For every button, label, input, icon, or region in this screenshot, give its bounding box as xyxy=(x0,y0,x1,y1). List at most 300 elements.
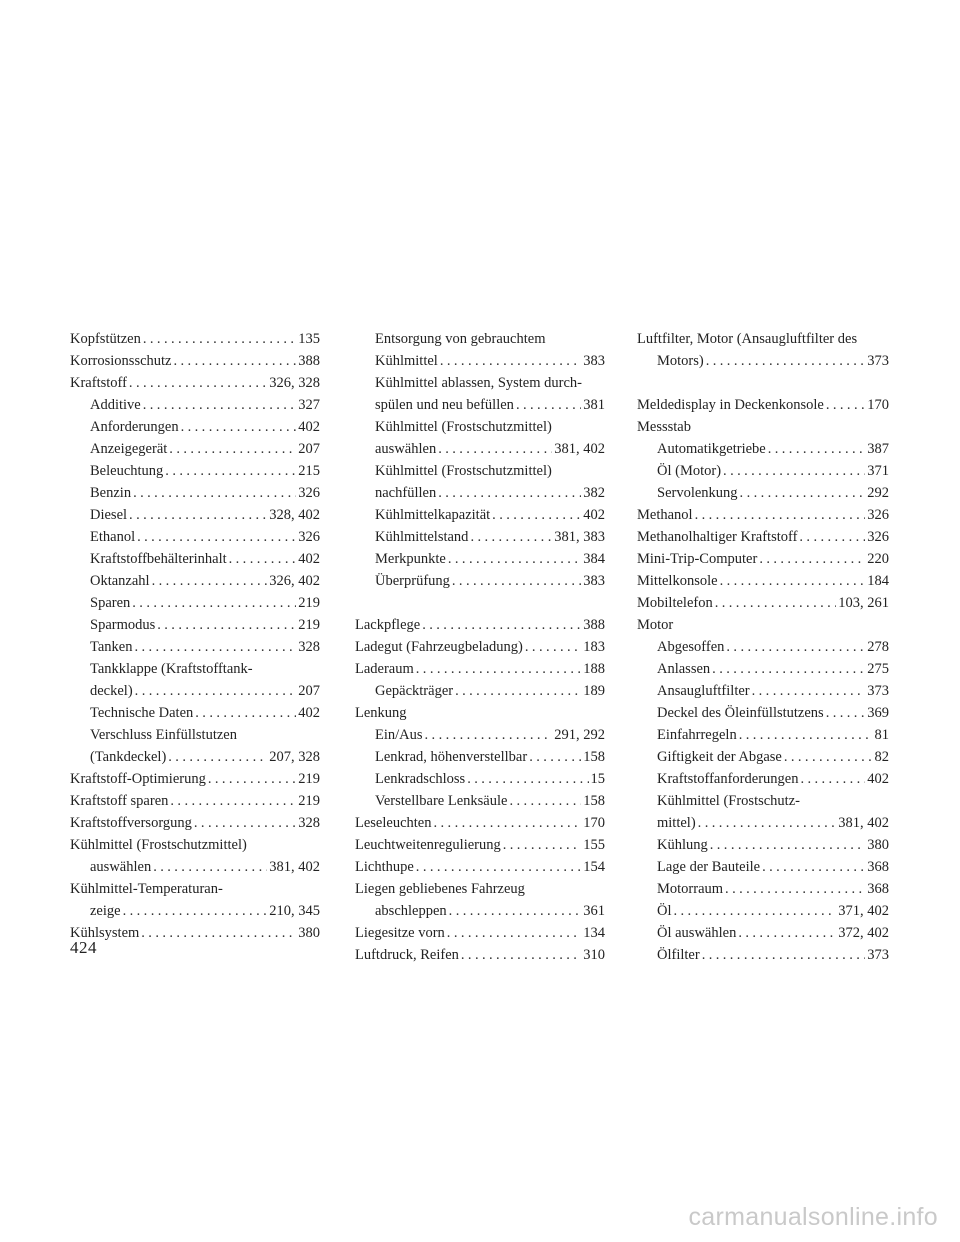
index-subentry xyxy=(637,636,889,658)
entry-term: Lackpflege xyxy=(355,617,421,633)
dot-leader xyxy=(698,812,837,834)
index-subentry xyxy=(637,702,889,724)
index-heading: Messstab xyxy=(637,419,691,435)
entry-page-ref: 170 xyxy=(867,397,889,413)
dot-leader xyxy=(455,680,581,702)
index-subentry xyxy=(637,900,889,922)
dot-leader xyxy=(169,438,296,460)
index-subentry xyxy=(355,394,605,416)
index-entry xyxy=(355,922,605,944)
entry-term: Lenkrad, höhenverstellbar xyxy=(375,749,528,765)
index-subentry xyxy=(637,482,889,504)
entry-page-ref: 188 xyxy=(583,661,605,677)
entry-page-ref: 326 xyxy=(867,529,889,545)
index-subentry xyxy=(70,636,320,658)
dot-leader xyxy=(784,746,873,768)
index-subentry-text: Kühlmittel (Frostschutzmittel) xyxy=(375,463,552,479)
section-gap xyxy=(355,592,605,614)
dot-leader xyxy=(123,900,268,922)
entry-page-ref: 326 xyxy=(867,507,889,523)
index-subentry xyxy=(355,570,605,592)
index-subentry xyxy=(637,944,889,966)
entry-term: (Tankdeckel) xyxy=(90,749,167,765)
index-subentry xyxy=(70,438,320,460)
entry-term: Anlassen xyxy=(657,661,711,677)
index-subentry xyxy=(70,680,320,702)
dot-leader xyxy=(422,614,581,636)
dot-leader xyxy=(525,636,581,658)
index-subentry xyxy=(637,350,889,372)
entry-term: Öl (Motor) xyxy=(657,463,722,479)
entry-page-ref: 380 xyxy=(298,925,320,941)
entry-term: Überprüfung xyxy=(375,573,450,589)
index-entry xyxy=(355,658,605,680)
dot-leader xyxy=(695,504,866,526)
entry-term: Kraftstoffanforderungen xyxy=(657,771,799,787)
index-subentry xyxy=(355,724,605,746)
entry-page-ref: 369 xyxy=(867,705,889,721)
entry-page-ref: 402 xyxy=(298,705,320,721)
dot-leader xyxy=(712,658,865,680)
dot-leader xyxy=(129,504,267,526)
index-subentry xyxy=(355,746,605,768)
index-subentry xyxy=(355,900,605,922)
entry-term: Ölfilter xyxy=(657,947,700,963)
entry-term: Verstellbare Lenksäule xyxy=(375,793,508,809)
dot-leader xyxy=(461,944,581,966)
entry-page-ref: 368 xyxy=(867,859,889,875)
dot-leader xyxy=(134,636,296,658)
dot-leader xyxy=(448,548,581,570)
dot-leader xyxy=(174,350,297,372)
index-subentry xyxy=(637,856,889,878)
entry-term: Kühlung xyxy=(657,837,708,853)
entry-page-ref: 402 xyxy=(867,771,889,787)
index-subentry xyxy=(70,460,320,482)
dot-leader xyxy=(740,482,866,504)
dot-leader xyxy=(229,548,297,570)
entry-page-ref: 388 xyxy=(298,353,320,369)
entry-page-ref: 207, 328 xyxy=(269,749,320,765)
index-subentry xyxy=(637,834,889,856)
index-heading: Lenkung xyxy=(355,705,407,721)
entry-term: Kühlmittelkapazität xyxy=(375,507,491,523)
entry-page-ref: 207 xyxy=(298,441,320,457)
index-subentry xyxy=(637,680,889,702)
index-subentry xyxy=(637,460,889,482)
index-entry xyxy=(355,636,605,658)
index-subentry xyxy=(355,790,605,812)
entry-page-ref: 328 xyxy=(298,639,320,655)
index-entry xyxy=(355,834,605,856)
entry-term: Kraftstoffbehälterinhalt xyxy=(90,551,227,567)
entry-term: Öl auswählen xyxy=(657,925,737,941)
index-subentry-text: Kühlmittel (Frostschutz- xyxy=(657,793,800,809)
index-heading: Motor xyxy=(637,617,674,633)
entry-term: zeige xyxy=(90,903,121,919)
dot-leader xyxy=(726,636,865,658)
entry-term: Kühlmittelstand xyxy=(375,529,469,545)
index-subentry xyxy=(637,768,889,790)
index-subentry xyxy=(70,548,320,570)
index-subentry xyxy=(70,702,320,724)
dot-leader xyxy=(720,570,866,592)
dot-leader xyxy=(170,790,296,812)
index-subentry xyxy=(70,900,320,922)
entry-term: Oktanzahl xyxy=(90,573,150,589)
index-entry xyxy=(70,350,320,372)
entry-page-ref: 361 xyxy=(583,903,605,919)
entry-term: Technische Daten xyxy=(90,705,194,721)
index-heading: Kühlmittel-Temperaturan- xyxy=(70,881,223,897)
entry-page-ref: 402 xyxy=(583,507,605,523)
entry-page-ref: 371 xyxy=(867,463,889,479)
dot-leader xyxy=(826,394,865,416)
index-entry xyxy=(637,570,889,592)
entry-page-ref: 219 xyxy=(298,595,320,611)
dot-leader xyxy=(416,658,581,680)
index-entry xyxy=(637,592,889,614)
dot-leader xyxy=(438,482,581,504)
entry-page-ref: 383 xyxy=(583,353,605,369)
entry-term: Motorraum xyxy=(657,881,724,897)
dot-leader xyxy=(449,900,582,922)
entry-page-ref: 310 xyxy=(583,947,605,963)
entry-term: Kühlsystem xyxy=(70,925,140,941)
dot-leader xyxy=(674,900,837,922)
index-column-1 xyxy=(70,328,320,944)
dot-leader xyxy=(168,746,267,768)
entry-term: Kraftstoff-Optimierung xyxy=(70,771,206,787)
entry-term: Luftdruck, Reifen xyxy=(355,947,459,963)
entry-term: Kraftstoff xyxy=(70,375,127,391)
dot-leader xyxy=(762,856,865,878)
entry-page-ref: 388 xyxy=(583,617,605,633)
index-subentry xyxy=(637,658,889,680)
entry-term: Anzeigegerät xyxy=(90,441,168,457)
index-subentry-text: Kühlmittel (Frostschutzmittel) xyxy=(375,419,552,435)
watermark: carmanualsonline.info xyxy=(688,1203,938,1231)
index-entry xyxy=(70,922,320,944)
index-subentry xyxy=(355,438,605,460)
entry-page-ref: 373 xyxy=(867,947,889,963)
dot-leader xyxy=(710,834,866,856)
page-number: 424 xyxy=(70,938,97,957)
index-column-2 xyxy=(355,328,605,966)
dot-leader xyxy=(194,812,296,834)
entry-page-ref: 135 xyxy=(298,331,320,347)
entry-term: Beleuchtung xyxy=(90,463,164,479)
dot-leader xyxy=(143,394,297,416)
dot-leader xyxy=(759,548,865,570)
dot-leader xyxy=(152,570,268,592)
dot-leader xyxy=(153,856,267,878)
dot-leader xyxy=(208,768,296,790)
entry-page-ref: 371, 402 xyxy=(838,903,889,919)
entry-term: Tanken xyxy=(90,639,133,655)
dot-leader xyxy=(157,614,296,636)
dot-leader xyxy=(715,592,837,614)
entry-page-ref: 215 xyxy=(298,463,320,479)
entry-page-ref: 220 xyxy=(867,551,889,567)
entry-term: Ethanol xyxy=(90,529,136,545)
entry-term: Methanol xyxy=(637,507,693,523)
dot-leader xyxy=(739,724,873,746)
entry-page-ref: 326 xyxy=(298,529,320,545)
dot-leader xyxy=(143,328,296,350)
index-column-3 xyxy=(637,328,889,966)
dot-leader xyxy=(509,790,581,812)
index-subentry xyxy=(70,504,320,526)
entry-term: Mini-Trip-Computer xyxy=(637,551,758,567)
dot-leader xyxy=(137,526,296,548)
dot-leader xyxy=(132,592,296,614)
entry-page-ref: 15 xyxy=(590,771,605,787)
entry-term: Kopfstützen xyxy=(70,331,141,347)
dot-leader xyxy=(470,526,552,548)
entry-page-ref: 381 xyxy=(583,397,605,413)
entry-term: Benzin xyxy=(90,485,132,501)
index-entry xyxy=(355,856,605,878)
index-subentry xyxy=(70,570,320,592)
entry-page-ref: 382 xyxy=(583,485,605,501)
entry-page-ref: 402 xyxy=(298,419,320,435)
entry-term: Methanolhaltiger Kraftstoff xyxy=(637,529,798,545)
entry-term: Korrosionsschutz xyxy=(70,353,172,369)
entry-page-ref: 219 xyxy=(298,617,320,633)
entry-term: Ansaugluftfilter xyxy=(657,683,750,699)
entry-term: Anforderungen xyxy=(90,419,179,435)
entry-term: Diesel xyxy=(90,507,128,523)
entry-term: Ein/Aus xyxy=(375,727,423,743)
dot-leader xyxy=(195,702,296,724)
entry-term: Servolenkung xyxy=(657,485,738,501)
entry-page-ref: 326 xyxy=(298,485,320,501)
entry-page-ref: 278 xyxy=(867,639,889,655)
entry-page-ref: 326, 328 xyxy=(269,375,320,391)
dot-leader xyxy=(529,746,581,768)
entry-page-ref: 380 xyxy=(867,837,889,853)
dot-leader xyxy=(516,394,581,416)
index-subentry xyxy=(70,394,320,416)
entry-page-ref: 158 xyxy=(583,749,605,765)
entry-term: spülen und neu befüllen xyxy=(375,397,514,413)
dot-leader xyxy=(447,922,581,944)
entry-page-ref: 368 xyxy=(867,881,889,897)
index-subentry xyxy=(355,482,605,504)
entry-page-ref: 381, 402 xyxy=(269,859,320,875)
entry-term: Kraftstoffversorgung xyxy=(70,815,192,831)
index-subentry xyxy=(637,438,889,460)
index-subentry xyxy=(355,526,605,548)
dot-leader xyxy=(799,526,865,548)
entry-page-ref: 210, 345 xyxy=(269,903,320,919)
index-subentry xyxy=(70,526,320,548)
dot-leader xyxy=(702,944,866,966)
index-entry xyxy=(355,812,605,834)
entry-page-ref: 326, 402 xyxy=(269,573,320,589)
dot-leader xyxy=(826,702,866,724)
index-entry xyxy=(637,548,889,570)
entry-page-ref: 402 xyxy=(298,551,320,567)
entry-page-ref: 383 xyxy=(583,573,605,589)
index-entry xyxy=(70,328,320,350)
entry-page-ref: 373 xyxy=(867,683,889,699)
index-subentry xyxy=(70,856,320,878)
index-subentry-text: Verschluss Einfüllstutzen xyxy=(90,727,237,743)
entry-term: auswählen xyxy=(375,441,437,457)
dot-leader xyxy=(141,922,296,944)
dot-leader xyxy=(467,768,588,790)
entry-page-ref: 381, 402 xyxy=(554,441,605,457)
entry-term: auswählen xyxy=(90,859,152,875)
entry-page-ref: 219 xyxy=(298,771,320,787)
entry-term: Gepäckträger xyxy=(375,683,454,699)
entry-term: Lenkradschloss xyxy=(375,771,466,787)
entry-page-ref: 219 xyxy=(298,793,320,809)
entry-term: Additive xyxy=(90,397,141,413)
entry-term: Giftigkeit der Abgase xyxy=(657,749,782,765)
index-entry xyxy=(637,526,889,548)
index-subentry xyxy=(637,746,889,768)
entry-term: Öl xyxy=(657,903,672,919)
entry-term: abschleppen xyxy=(375,903,447,919)
entry-term: Einfahrregeln xyxy=(657,727,737,743)
entry-page-ref: 291, 292 xyxy=(554,727,605,743)
entry-term: Meldedisplay in Deckenkonsole xyxy=(637,397,824,413)
entry-term: mittel) xyxy=(657,815,696,831)
index-entry xyxy=(70,768,320,790)
index-entry xyxy=(355,944,605,966)
dot-leader xyxy=(752,680,866,702)
entry-term: Motors) xyxy=(657,353,704,369)
entry-page-ref: 381, 402 xyxy=(838,815,889,831)
dot-leader xyxy=(416,856,581,878)
entry-term: Leseleuchten xyxy=(355,815,432,831)
entry-term: nachfüllen xyxy=(375,485,437,501)
entry-page-ref: 103, 261 xyxy=(838,595,889,611)
entry-page-ref: 384 xyxy=(583,551,605,567)
entry-page-ref: 134 xyxy=(583,925,605,941)
index-heading: Kühlmittel (Frostschutzmittel) xyxy=(70,837,247,853)
dot-leader xyxy=(738,922,836,944)
entry-page-ref: 207 xyxy=(298,683,320,699)
entry-page-ref: 328 xyxy=(298,815,320,831)
dot-leader xyxy=(165,460,296,482)
entry-term: Deckel des Öleinfüllstutzens xyxy=(657,705,824,721)
index-subentry-text: Entsorgung von gebrauchtem xyxy=(375,331,546,347)
entry-page-ref: 158 xyxy=(583,793,605,809)
dot-leader xyxy=(438,438,552,460)
entry-term: Liegesitze vorn xyxy=(355,925,445,941)
index-entry xyxy=(637,504,889,526)
entry-page-ref: 183 xyxy=(583,639,605,655)
entry-term: Lichthupe xyxy=(355,859,414,875)
entry-term: Mobiltelefon xyxy=(637,595,713,611)
dot-leader xyxy=(129,372,267,394)
entry-page-ref: 81 xyxy=(874,727,889,743)
entry-term: Ladegut (Fahrzeugbeladung) xyxy=(355,639,523,655)
entry-page-ref: 189 xyxy=(583,683,605,699)
dot-leader xyxy=(706,350,866,372)
index-subentry xyxy=(355,548,605,570)
index-subentry-text: Kühlmittel ablassen, System durch- xyxy=(375,375,582,391)
entry-page-ref: 275 xyxy=(867,661,889,677)
dot-leader xyxy=(800,768,865,790)
dot-leader xyxy=(135,680,297,702)
index-subentry xyxy=(70,614,320,636)
entry-page-ref: 381, 383 xyxy=(554,529,605,545)
entry-term: Sparen xyxy=(90,595,131,611)
entry-term: Sparmodus xyxy=(90,617,156,633)
entry-page-ref: 170 xyxy=(583,815,605,831)
dot-leader xyxy=(440,350,581,372)
index-heading: Liegen gebliebenes Fahrzeug xyxy=(355,881,525,897)
index-subentry xyxy=(70,592,320,614)
dot-leader xyxy=(434,812,582,834)
entry-page-ref: 184 xyxy=(867,573,889,589)
entry-term: Kühlmittel xyxy=(375,353,438,369)
entry-page-ref: 372, 402 xyxy=(838,925,889,941)
index-subentry xyxy=(355,768,605,790)
entry-page-ref: 387 xyxy=(867,441,889,457)
index-subentry xyxy=(355,504,605,526)
dot-leader xyxy=(181,416,297,438)
entry-term: Automatikgetriebe xyxy=(657,441,766,457)
index-subentry xyxy=(355,680,605,702)
dot-leader xyxy=(725,878,865,900)
index-subentry xyxy=(70,746,320,768)
index-entry xyxy=(70,812,320,834)
index-subentry xyxy=(355,350,605,372)
entry-page-ref: 328, 402 xyxy=(269,507,320,523)
entry-term: Mittelkonsole xyxy=(637,573,718,589)
entry-page-ref: 292 xyxy=(867,485,889,501)
index-entry xyxy=(70,790,320,812)
section-gap xyxy=(637,372,889,394)
entry-term: deckel) xyxy=(90,683,133,699)
dot-leader xyxy=(425,724,553,746)
dot-leader xyxy=(492,504,581,526)
entry-page-ref: 155 xyxy=(583,837,605,853)
index-entry xyxy=(637,394,889,416)
index-subentry xyxy=(637,724,889,746)
entry-term: Kraftstoff sparen xyxy=(70,793,169,809)
index-entry xyxy=(70,372,320,394)
index-subentry xyxy=(637,878,889,900)
entry-page-ref: 82 xyxy=(874,749,889,765)
dot-leader xyxy=(503,834,582,856)
dot-leader xyxy=(133,482,296,504)
index-subentry xyxy=(637,922,889,944)
entry-term: Abgesoffen xyxy=(657,639,725,655)
entry-term: Lage der Bauteile xyxy=(657,859,761,875)
entry-page-ref: 373 xyxy=(867,353,889,369)
index-subentry-text: Tankklappe (Kraftstofftank- xyxy=(90,661,253,677)
index-entry xyxy=(355,614,605,636)
index-subentry xyxy=(70,482,320,504)
entry-term: Laderaum xyxy=(355,661,414,677)
dot-leader xyxy=(452,570,581,592)
dot-leader xyxy=(723,460,865,482)
dot-leader xyxy=(768,438,866,460)
index-subentry xyxy=(70,416,320,438)
entry-page-ref: 327 xyxy=(298,397,320,413)
index-subentry xyxy=(637,812,889,834)
entry-term: Merkpunkte xyxy=(375,551,446,567)
entry-page-ref: 154 xyxy=(583,859,605,875)
entry-term: Leuchtweitenregulierung xyxy=(355,837,501,853)
